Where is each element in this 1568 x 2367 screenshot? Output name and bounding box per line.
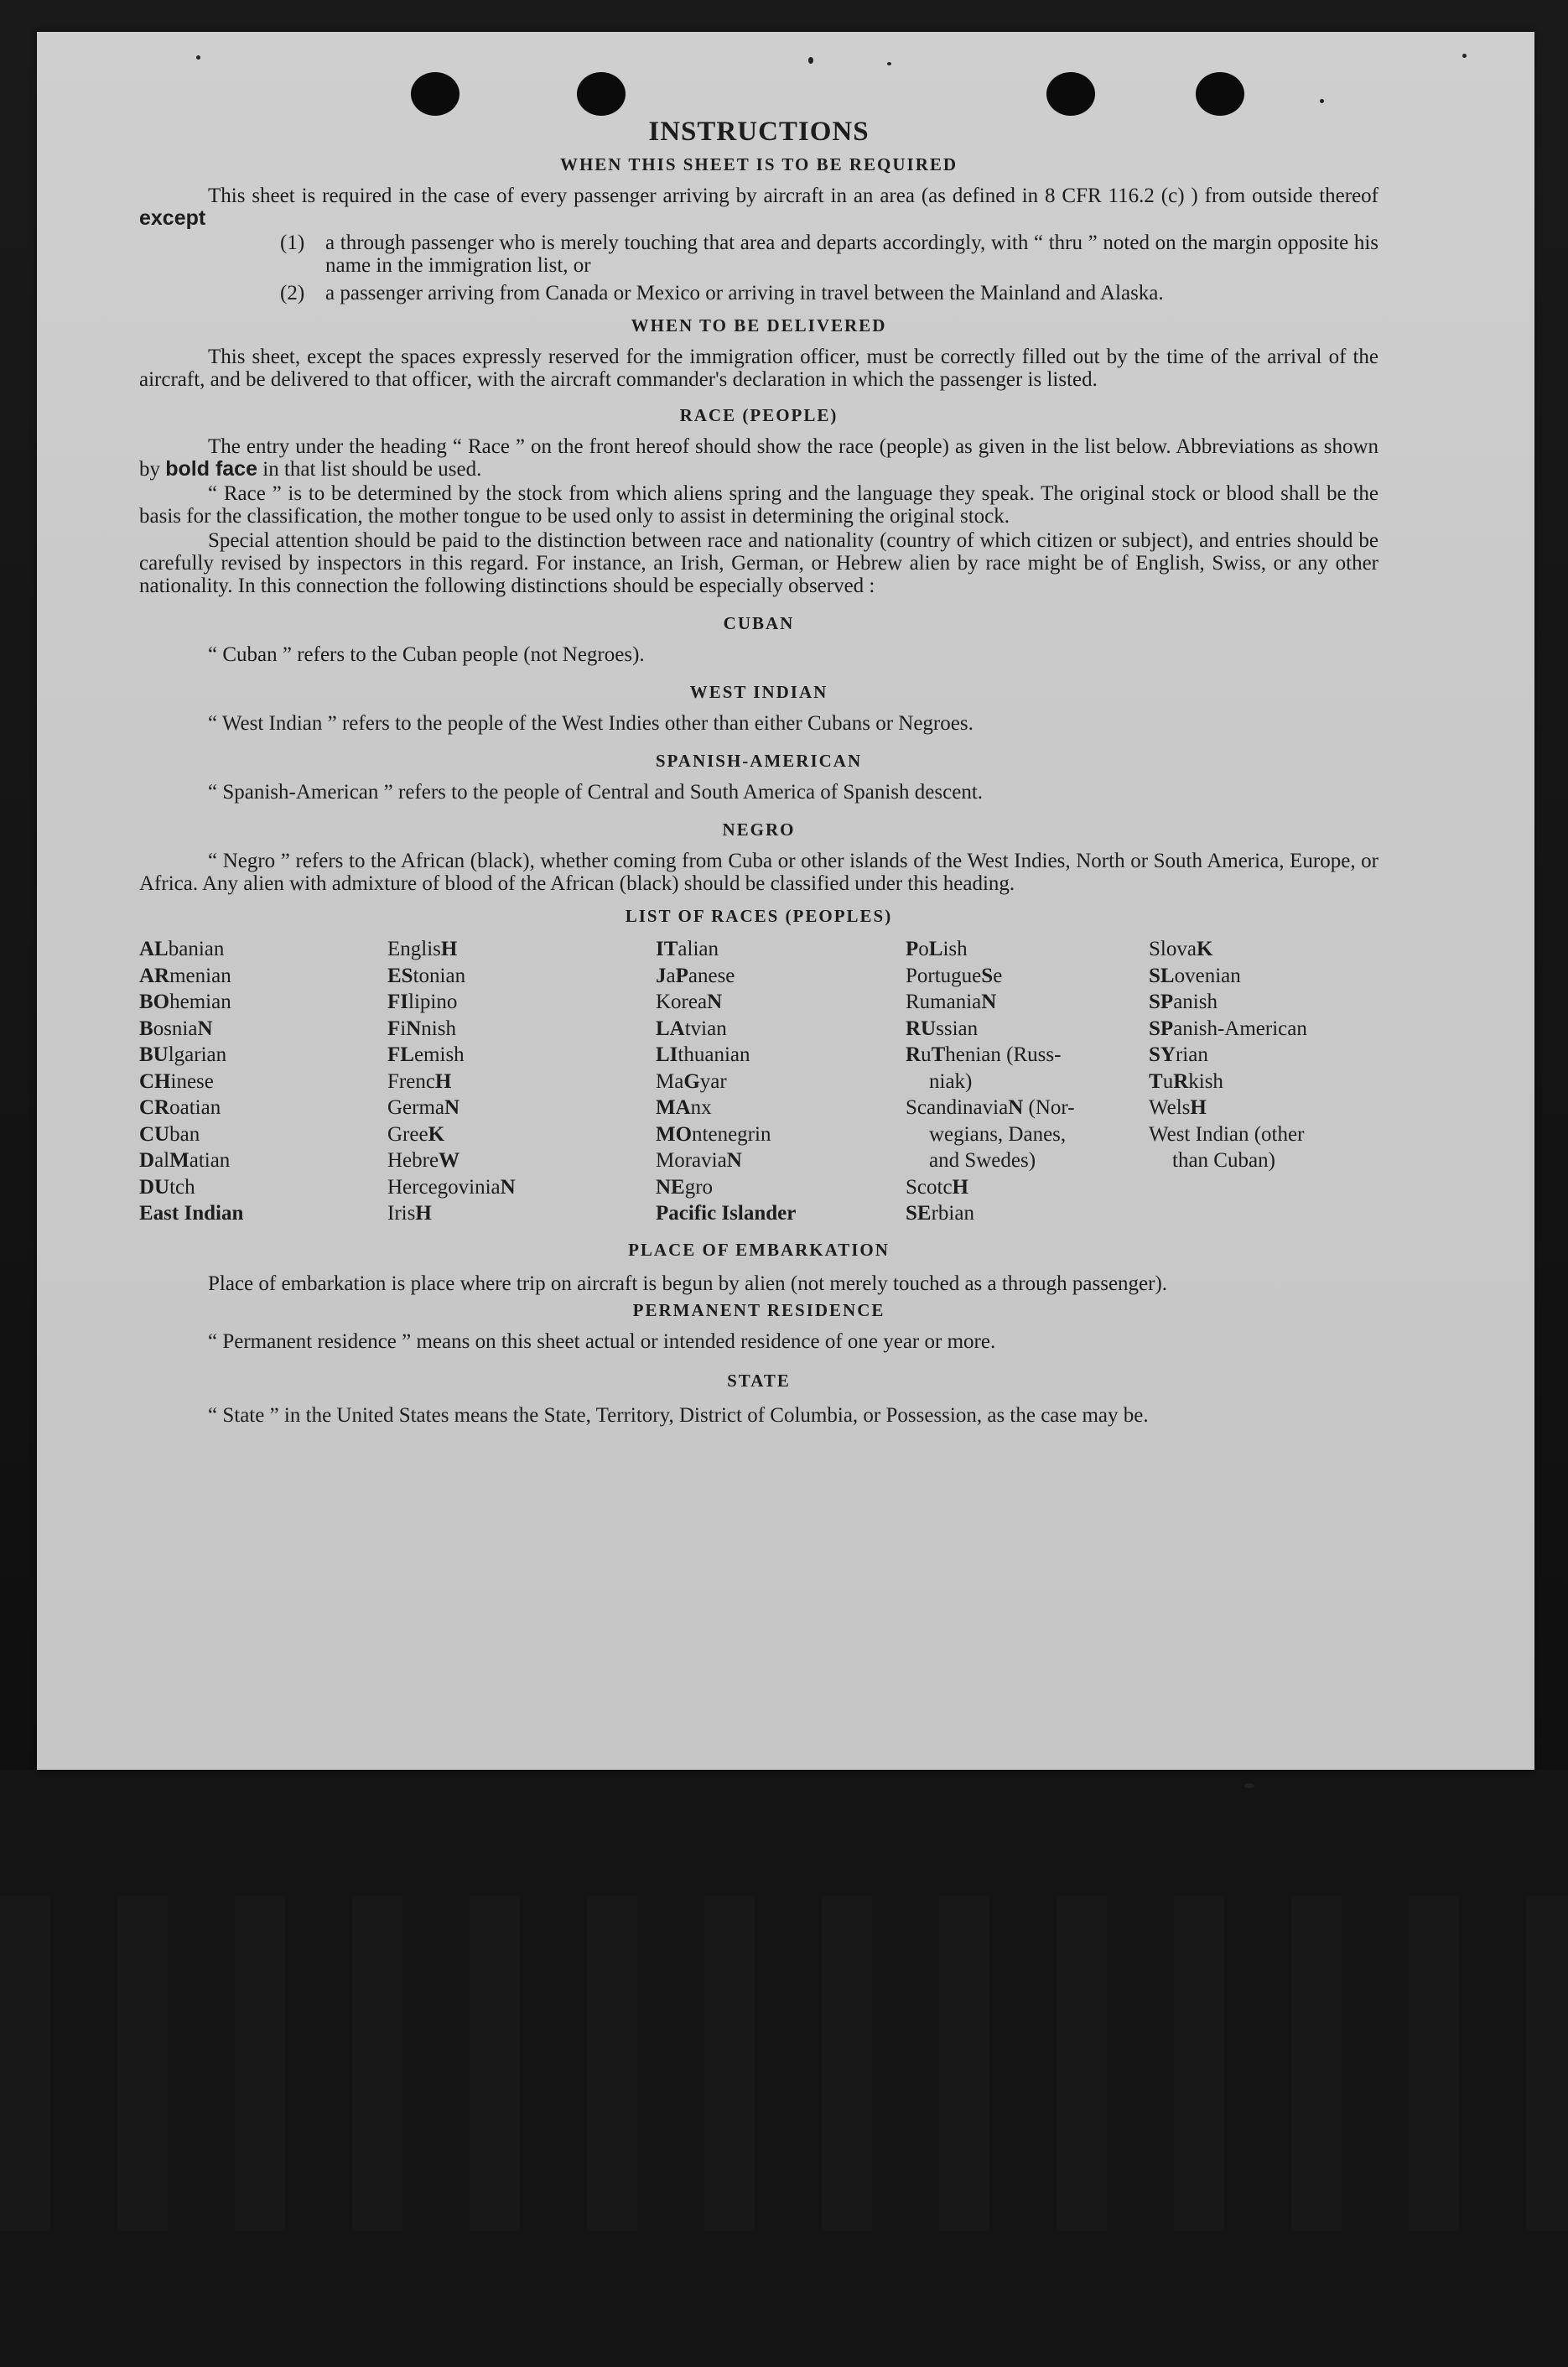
race-entry xyxy=(139,936,387,963)
race-entry xyxy=(656,1095,906,1121)
section-heading-embarkation: PLACE OF EMBARKATION xyxy=(628,1239,890,1260)
race-abbreviation: F xyxy=(387,1017,401,1040)
section-heading-state: STATE xyxy=(727,1370,791,1391)
race-abbreviation: N xyxy=(1008,1096,1024,1119)
race-abbreviation: H xyxy=(415,1202,432,1225)
section-heading-race: RACE (PEOPLE) xyxy=(679,405,839,425)
race-name-part: hemian xyxy=(169,991,231,1013)
race-name-part: West Indian (other xyxy=(1149,1122,1305,1146)
race-abbreviation: H xyxy=(434,1069,452,1093)
document-body xyxy=(139,116,1378,1430)
race-entry xyxy=(139,989,387,1016)
race-name-part: Moravia xyxy=(656,1149,727,1172)
race-abbreviation: SY xyxy=(1149,1043,1176,1066)
race-p1-text-end: in that list should be used. xyxy=(262,458,482,481)
race-abbreviation: N xyxy=(406,1017,422,1040)
race-abbreviation: CU xyxy=(139,1122,170,1146)
race-name-part: atian xyxy=(189,1149,231,1172)
bold-face-label: bold face xyxy=(165,457,257,481)
section-heading-required: WHEN THIS SHEET IS TO BE REQUIRED xyxy=(559,154,958,174)
race-abbreviation: BU xyxy=(139,1043,169,1066)
race-abbreviation: K xyxy=(1196,938,1213,960)
race-entry xyxy=(656,1121,906,1148)
race-entry xyxy=(139,1042,387,1069)
race-name-part: Korea xyxy=(656,991,708,1013)
race-abbreviation: G xyxy=(683,1069,700,1093)
race-name-part: ntenegrin xyxy=(692,1122,771,1146)
race-entry xyxy=(656,963,906,990)
race-abbreviation: N xyxy=(444,1096,460,1119)
race-name-part: Iris xyxy=(387,1202,416,1225)
race-abbreviation: T xyxy=(931,1043,946,1066)
section-heading-negro: NEGRO xyxy=(722,819,796,840)
section-heading-delivered: WHEN TO BE DELIVERED xyxy=(631,315,887,336)
speck xyxy=(1320,99,1324,103)
race-paragraph-3: Special attention should be paid to the distinction between race and nationality (country of which citizen or subject), and entries should be carefully revised by inspectors in this regard. For instance, an Irish, German, or Hebrew alien by race might be of English, Swiss, or any other nationality. In this connection the following distinctions should be especially observed : xyxy=(139,529,1378,597)
section-heading-races-list: LIST OF RACES (PEOPLES) xyxy=(625,906,893,926)
race-entry xyxy=(1149,1042,1378,1069)
race-entry xyxy=(656,989,906,1016)
race-entry xyxy=(906,963,1149,990)
race-abbreviation: DU xyxy=(139,1175,170,1199)
race-entry xyxy=(656,1174,906,1201)
race-name-part: alian xyxy=(678,938,719,960)
race-abbreviation: RU xyxy=(906,1017,937,1040)
race-abbreviation: J xyxy=(656,964,667,987)
races-list xyxy=(139,936,1378,1227)
speck xyxy=(1244,1783,1254,1788)
race-entry xyxy=(387,1121,656,1148)
race-name-part: kish xyxy=(1188,1069,1223,1093)
race-entry xyxy=(656,1200,906,1227)
page-title: INSTRUCTIONS xyxy=(648,117,870,147)
race-abbreviation: S xyxy=(981,964,994,987)
race-name-part: niak) xyxy=(929,1069,973,1093)
race-name-part: al xyxy=(154,1149,170,1172)
speck xyxy=(1462,54,1467,58)
race-name-part: menian xyxy=(169,964,231,987)
race-name-part: Scandinavia xyxy=(906,1096,1009,1119)
race-abbreviation: FI xyxy=(387,991,408,1013)
race-name-part: e xyxy=(993,964,1003,987)
race-entry xyxy=(1149,1095,1378,1121)
race-entry xyxy=(387,1016,656,1043)
race-abbreviation: LA xyxy=(656,1017,685,1040)
race-entry xyxy=(906,1069,1149,1095)
race-abbreviation: SP xyxy=(1149,991,1174,1013)
race-name-part: banian xyxy=(168,938,225,960)
race-name-part: emish xyxy=(413,1043,465,1066)
race-abbreviation: R xyxy=(906,1043,922,1066)
race-abbreviation: H xyxy=(1190,1096,1207,1119)
bleed-through-texture xyxy=(0,1896,1568,2231)
race-abbreviation: H xyxy=(952,1175,968,1199)
race-entry xyxy=(1149,1069,1378,1095)
race-abbreviation: CR xyxy=(139,1096,170,1119)
race-entry xyxy=(387,989,656,1016)
race-abbreviation: R xyxy=(1173,1069,1189,1093)
west-indian-text: “ West Indian ” refers to the people of the West Indies other than either Cubans or Negroes. xyxy=(208,712,974,735)
section-heading-cuban: CUBAN xyxy=(723,613,795,633)
speck xyxy=(887,62,891,65)
cuban-text: “ Cuban ” refers to the Cuban people (not Negroes). xyxy=(208,643,645,666)
negro-text: “ Negro ” refers to the African (black), whether coming from Cuba or other islands of the West Indies, North or South America, Europe, or Africa. Any alien with admixture of blood of the African (black) should be classified under this heading. xyxy=(139,850,1378,895)
race-abbreviation: SP xyxy=(1149,1017,1174,1040)
race-name-part: i xyxy=(400,1017,407,1040)
condition-item-1 xyxy=(280,231,1378,277)
race-paragraph-2: “ Race ” is to be determined by the stock from which aliens spring and the language they speak. The original stock or blood shall be the basis for the classification, the mother tongue to be used only to assist in determining the original stock. xyxy=(139,482,1378,528)
race-entry xyxy=(1149,936,1378,963)
speck xyxy=(196,55,200,60)
race-entry xyxy=(139,1174,387,1201)
race-entry xyxy=(1149,1016,1378,1043)
section-heading-residence: PERMANENT RESIDENCE xyxy=(632,1299,885,1320)
race-entry xyxy=(139,1069,387,1095)
section-heading-spanish-american: SPANISH-AMERICAN xyxy=(655,751,863,771)
race-abbreviation: FL xyxy=(387,1043,414,1066)
race-abbreviation: W xyxy=(439,1149,460,1172)
residence-text: “ Permanent residence ” means on this sheet actual or intended residence of one year or more. xyxy=(208,1329,996,1353)
race-abbreviation: N xyxy=(726,1149,742,1172)
race-name-part: (Nor- xyxy=(1023,1096,1075,1119)
race-entry xyxy=(387,1095,656,1121)
race-entry xyxy=(1149,1147,1378,1174)
race-abbreviation: SE xyxy=(906,1202,932,1225)
race-entry xyxy=(387,1174,656,1201)
race-entry xyxy=(656,936,906,963)
race-abbreviation: IT xyxy=(656,938,678,960)
punch-hole xyxy=(577,72,626,116)
condition-text: a passenger arriving from Canada or Mexico or arriving in travel between the Mainland and Alaska. xyxy=(325,282,1164,304)
race-entry xyxy=(906,1121,1149,1148)
race-name-part: lipino xyxy=(408,991,458,1013)
race-name-part: gro xyxy=(684,1175,714,1199)
race-name-part: rian xyxy=(1175,1043,1208,1066)
section-heading-west-indian: WEST INDIAN xyxy=(689,682,828,702)
race-name-part: Wels xyxy=(1149,1096,1191,1119)
race-entry xyxy=(906,1095,1149,1121)
race-entry xyxy=(1149,989,1378,1016)
race-p1-text: The entry under the heading “ Race ” on the front hereof should show the race (people) as given in the list below. Abbreviations as shown by xyxy=(139,435,1378,481)
race-name-part: yar xyxy=(699,1069,727,1093)
race-abbreviation: LI xyxy=(656,1043,678,1066)
race-abbreviation: D xyxy=(139,1149,155,1172)
race-name-part: Frenc xyxy=(387,1069,435,1093)
race-name-part: osnia xyxy=(153,1017,198,1040)
race-abbreviation: P xyxy=(906,938,919,960)
race-name-part: anish xyxy=(1173,991,1218,1013)
race-name-part: lgarian xyxy=(168,1043,227,1066)
race-abbreviation: Pacific Islander xyxy=(656,1202,797,1225)
race-entry xyxy=(906,1042,1149,1069)
race-entry xyxy=(139,1016,387,1043)
race-abbreviation: CH xyxy=(139,1069,171,1093)
race-name-part: anish-American xyxy=(1173,1017,1307,1040)
race-name-part: Portugue xyxy=(906,964,982,987)
required-intro-text: This sheet is required in the case of every passenger arriving by aircraft in an area (as defined in 8 CFR 116.2 (c) ) from outside thereof xyxy=(208,185,1378,207)
race-name-part: tonian xyxy=(413,964,466,987)
punch-hole xyxy=(411,72,459,116)
races-column xyxy=(1149,936,1378,1227)
race-name-part: Germa xyxy=(387,1096,445,1119)
race-abbreviation: B xyxy=(139,1017,153,1040)
race-name-part: ssian xyxy=(936,1017,979,1040)
race-abbreviation: H xyxy=(440,938,458,960)
except-label: except xyxy=(139,206,206,230)
race-entry xyxy=(139,963,387,990)
required-intro xyxy=(139,185,1378,230)
races-column xyxy=(387,936,656,1227)
race-name-part: anese xyxy=(688,964,735,987)
race-entry xyxy=(387,1200,656,1227)
punch-hole xyxy=(1046,72,1095,116)
race-abbreviation: T xyxy=(1149,1069,1163,1093)
race-name-part: rbian xyxy=(931,1202,974,1225)
condition-text: a through passenger who is merely touching that area and departs accordingly, with “ thru ” noted on the margin opposite his name in the immigration list, or xyxy=(325,231,1378,277)
race-abbreviation: NE xyxy=(656,1175,685,1199)
race-name-part: ban xyxy=(169,1122,200,1146)
race-entry xyxy=(906,1147,1149,1174)
delivered-text: This sheet, except the spaces expressly reserved for the immigration officer, must be correctly filled out by the time of the arrival of the aircraft, and be delivered to that officer, with the aircraft commander's declaration in which the passenger is listed. xyxy=(139,346,1378,391)
race-name-part: Ma xyxy=(656,1069,684,1093)
race-paragraph-1 xyxy=(139,435,1378,481)
race-abbreviation: AL xyxy=(139,938,169,960)
race-name-part: Hercegovinia xyxy=(387,1175,501,1199)
race-entry xyxy=(387,1147,656,1174)
race-entry xyxy=(656,1069,906,1095)
race-name-part: inese xyxy=(170,1069,214,1093)
race-name-part: ish xyxy=(942,938,968,960)
races-column xyxy=(139,936,387,1227)
race-entry xyxy=(656,1042,906,1069)
race-name-part: and Swedes) xyxy=(929,1149,1036,1172)
race-entry xyxy=(906,1200,1149,1227)
race-abbreviation: P xyxy=(675,964,688,987)
race-entry xyxy=(906,1016,1149,1043)
race-entry xyxy=(1149,963,1378,990)
speck xyxy=(808,57,813,64)
race-name-part: u xyxy=(1162,1069,1174,1093)
race-abbreviation: K xyxy=(428,1122,445,1146)
race-abbreviation: AR xyxy=(139,964,170,987)
race-abbreviation: N xyxy=(500,1175,516,1199)
race-name-part: Englis xyxy=(387,938,441,960)
race-abbreviation: N xyxy=(981,991,997,1013)
race-entry xyxy=(656,1147,906,1174)
race-entry xyxy=(387,936,656,963)
race-name-part: oatian xyxy=(169,1096,221,1119)
race-entry xyxy=(139,1147,387,1174)
race-name-part: a xyxy=(666,964,676,987)
race-name-part: Hebre xyxy=(387,1149,439,1172)
race-name-part: tch xyxy=(169,1175,195,1199)
race-entry xyxy=(387,1042,656,1069)
race-name-part: Slova xyxy=(1149,938,1197,960)
race-entry xyxy=(139,1121,387,1148)
race-name-part: wegians, Danes, xyxy=(929,1122,1067,1146)
condition-number: (1) xyxy=(280,231,305,254)
race-name-part: thuanian xyxy=(678,1043,750,1066)
embarkation-text: Place of embarkation is place where trip on aircraft is begun by alien (not merely touched as a through passenger). xyxy=(208,1272,1168,1295)
state-text: “ State ” in the United States means the State, Territory, District of Columbia, or Possession, as the case may be. xyxy=(208,1403,1149,1427)
race-abbreviation: ES xyxy=(387,964,413,987)
race-abbreviation: MA xyxy=(656,1096,691,1119)
race-abbreviation: MO xyxy=(656,1122,693,1146)
races-column xyxy=(656,936,906,1227)
race-name-part: Scotc xyxy=(906,1175,953,1199)
race-entry xyxy=(906,1174,1149,1201)
race-abbreviation: BO xyxy=(139,991,170,1013)
race-abbreviation: M xyxy=(169,1149,190,1172)
race-name-part: nx xyxy=(690,1096,712,1119)
condition-number: (2) xyxy=(280,282,305,304)
race-abbreviation: L xyxy=(928,938,943,960)
race-name-part: tvian xyxy=(684,1017,727,1040)
race-name-part: u xyxy=(921,1043,932,1066)
race-entry xyxy=(387,1069,656,1095)
race-abbreviation: SL xyxy=(1149,964,1175,987)
race-abbreviation: N xyxy=(197,1017,213,1040)
race-entry xyxy=(1149,1121,1378,1148)
race-entry xyxy=(139,1200,387,1227)
race-name-part: ovenian xyxy=(1174,964,1241,987)
race-name-part: o xyxy=(918,938,929,960)
spanish-american-text: “ Spanish-American ” refers to the people of Central and South America of Spanish descent. xyxy=(208,781,984,804)
punch-hole xyxy=(1196,72,1244,116)
race-entry xyxy=(906,936,1149,963)
race-abbreviation: East Indian xyxy=(139,1202,244,1225)
race-name-part: Rumania xyxy=(906,991,982,1013)
race-name-part: than Cuban) xyxy=(1172,1149,1275,1172)
race-name-part: nish xyxy=(421,1017,456,1040)
races-column xyxy=(906,936,1149,1227)
race-name-part: henian (Russ- xyxy=(945,1043,1062,1066)
race-entry xyxy=(139,1095,387,1121)
race-entry xyxy=(387,963,656,990)
race-entry xyxy=(656,1016,906,1043)
race-abbreviation: N xyxy=(707,991,723,1013)
race-entry xyxy=(906,989,1149,1016)
race-name-part: Gree xyxy=(387,1122,428,1146)
condition-item-2 xyxy=(280,282,1378,304)
